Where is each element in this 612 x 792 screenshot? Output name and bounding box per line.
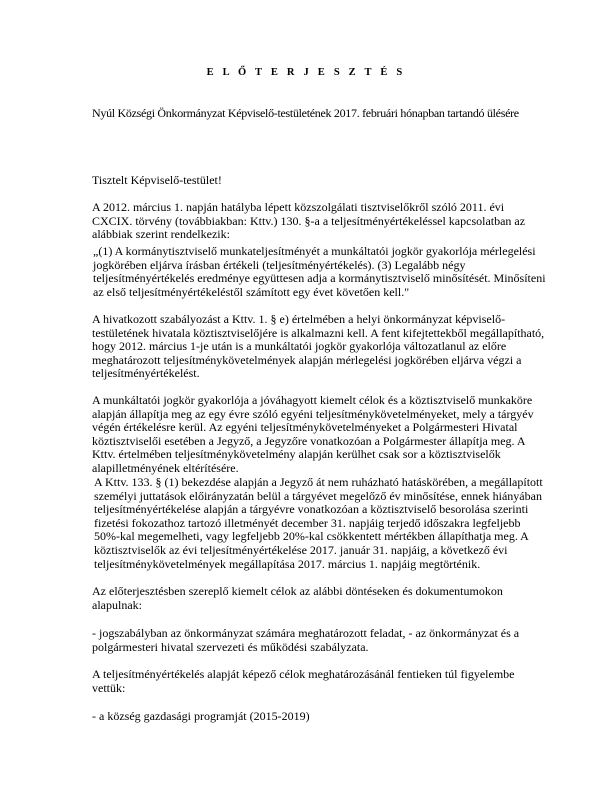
text-line: alapján állapítja meg az egy évre szóló egyéni teljesítménykövetelményeket, mely a tárgyév (92, 406, 534, 421)
text-line: A hivatkozott szabályozást a Kttv. 1. § e) értelmében a helyi önkormányzat képviselő- (92, 312, 506, 326)
text-line: 50%-kal megemelheti, vagy legfeljebb 20%-kal csökkentett mértékben állapíthatja meg. A (94, 529, 529, 544)
text-line: hogy 2012. március 1-je után is a munkáltatói jogkör gyakorlója változatlanul az előre (92, 339, 507, 354)
text-line: alapulnak: (92, 597, 142, 612)
text-line: meghatározott teljesítménykövetelmények alapján mérlegelési jogkörében eljárva végzi a (92, 352, 522, 367)
paragraph-legal-intro (92, 201, 532, 242)
text-line: teljesítménykövetelmények megállapítása 2017. március 1. napjáig megtörténik. (94, 556, 481, 571)
list-item-legal-basis (92, 627, 532, 654)
paragraph-basis (92, 585, 532, 612)
text-line: A Kttv. 133. § (1) bekezdése alapján a Jegyző át nem ruházható hatáskörében, a megállapított (94, 475, 543, 489)
text-line: Az előterjesztésben szereplő kiemelt célok az alábbi döntéseken és dokumentumokon (92, 584, 503, 598)
text-line: köztisztviselők az évi teljesítményértékelése 2017. január 31. napjáig, a következő évi (94, 542, 508, 557)
text-line: az első teljesítményértékeléstől számított egy évet követően kell." (93, 284, 410, 299)
list-item-economic-program (92, 710, 532, 724)
paragraph-requirements (92, 394, 532, 476)
document-title: E L Ő T E R J E S Z T É S (206, 67, 406, 78)
text-line: fizetési fokozathoz tartozó illetményét december 31. napjáig terjedő időszakra legfeljebb (94, 515, 521, 530)
text-line: vettük: (92, 680, 126, 695)
text-line: jogkörében eljárva írásban értékeli (teljesítményértékelés). (3) Legalább négy (93, 257, 466, 272)
text-line: - jogszabályban az önkormányzat számára meghatározott feladat, - az önkormányzat és a (92, 626, 520, 640)
paragraph-regulation (92, 312, 545, 381)
text-line: A 2012. március 1. napján hatályba lépett közszolgálati tisztviselőkről szóló 2011. évi (92, 200, 505, 214)
greeting: Tisztelt Képviselő-testület! (92, 173, 222, 187)
text-line: CXCIX. törvény (továbbiakban: Kttv.) 130. §-a a teljesítményértékeléssel kapcsolatban az (92, 213, 526, 228)
text-line: alapilletményének eltérítésére. (92, 460, 239, 475)
text-line: teljesítményértékelése alapján a tárgyévre vonatkozóan a köztisztviselő besorolása szerinti (94, 502, 529, 517)
paragraph-considered (92, 668, 532, 695)
text-line: A munkáltatói jogkör gyakorlója a jóváhagyott kiemelt célok és a köztisztviselő munkaköre (92, 393, 533, 407)
text-line: személyi juttatások előirányzatán belül a tárgyévet megelőző év minősítése, ennek hiányában (94, 488, 542, 503)
text-line: Kttv. értelmében teljesítménykövetelmény alapján kerülhet csak sor a köztisztviselők (92, 447, 501, 462)
text-line: „(1) A kormánytisztviselő munkateljesítményét a munkáltatói jogkör gyakorlója mérlegelési (93, 244, 536, 258)
document-subject: Nyúl Községi Önkormányzat Képviselő-testületének 2017. februári hónapban tartandó ülésére (92, 106, 519, 120)
text-line: - a község gazdasági programját (2015-2019) (92, 709, 310, 723)
text-line: végén értékelésre kerül. Az egyéni teljesítménykövetelményeket a Polgármesteri Hivatal (92, 420, 518, 435)
text-line: A teljesítményértékelés alapját képező célok meghatározásánál fentieken túl figyelembe (92, 667, 515, 681)
text-line: polgármesteri hivatal szervezeti és működési szabályzata. (92, 639, 369, 654)
text-line: teljesítményértékelés eredménye együttesen adja a kormánytisztviselő minősítését. Minősíteni (93, 271, 546, 286)
paragraph-salary (94, 475, 543, 571)
text-line: köztisztviselői esetében a Jegyző, a Jegyzőre vonatkozóan a Polgármester állapítja meg. A (92, 433, 526, 448)
text-line: alábbiak szerint rendelkezik: (92, 227, 230, 242)
text-line: testületének hivatala köztisztviselőjére is alkalmazni kell. A fent kifejtettekből megállapítható, (92, 325, 545, 340)
paragraph-quote (93, 244, 546, 299)
text-line: teljesítményértékelést. (92, 366, 200, 381)
